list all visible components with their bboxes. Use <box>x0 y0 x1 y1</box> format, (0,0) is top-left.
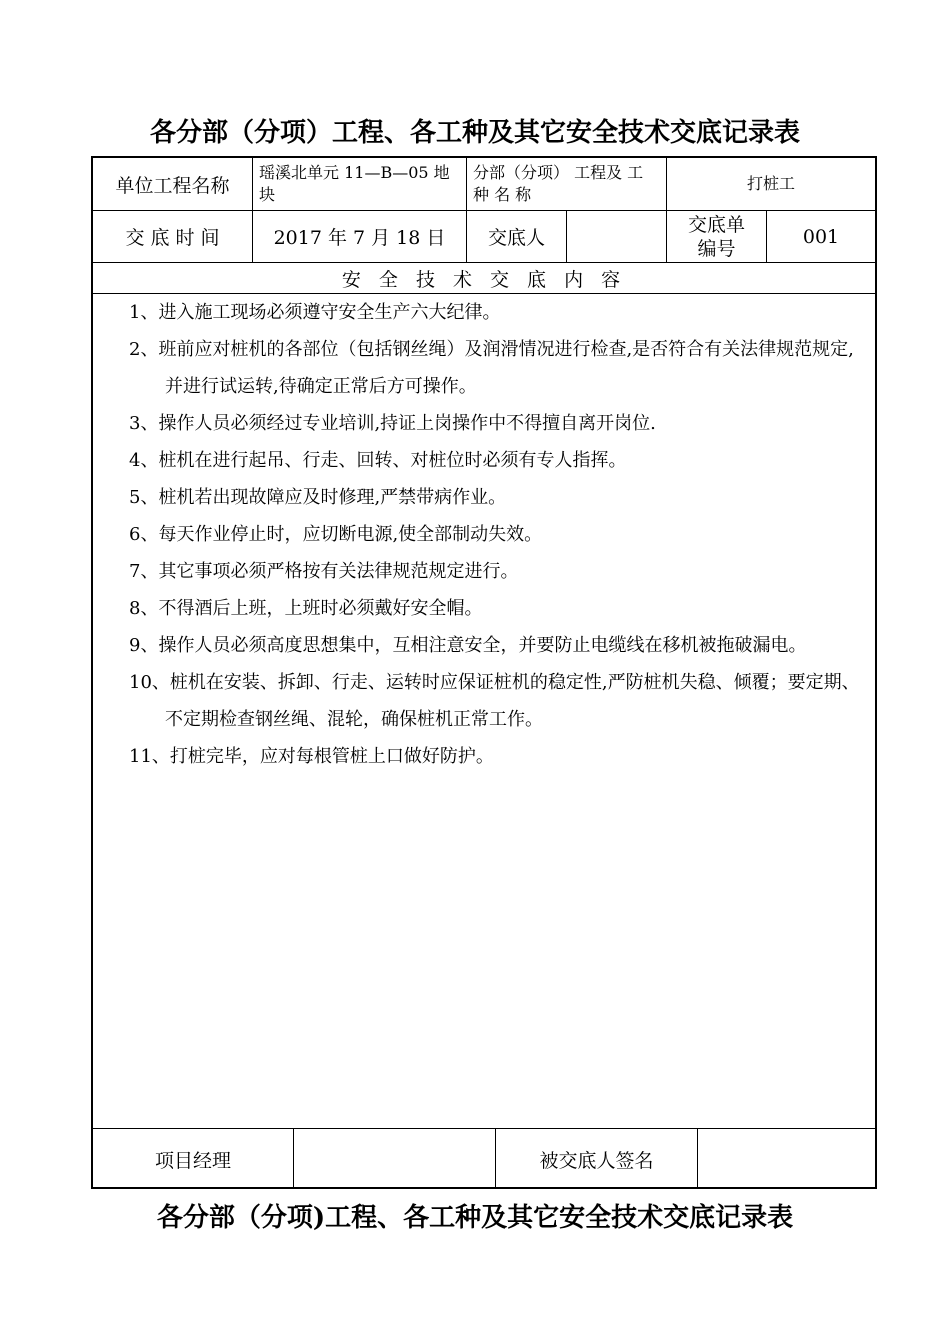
form-number-label: 交底单编号 <box>687 213 745 260</box>
list-item: 8、不得酒后上班，上班时必须戴好安全帽。 <box>129 598 483 619</box>
list-item: 4、桩机在进行起吊、行走、回转、对桩位时必须有专人指挥。 <box>129 450 627 471</box>
handover-person-label: 交底人 <box>487 227 545 249</box>
list-item: 9、操作人员必须高度思想集中，互相注意安全，并要防止电缆线在移机被拖破漏电。 <box>129 635 807 656</box>
receiver-signature-label: 被交底人签名 <box>539 1149 654 1172</box>
safety-content <box>93 294 875 775</box>
receiver-signature <box>698 1129 875 1189</box>
list-item: 10、桩机在安装、拆卸、行走、运转时应保证桩机的稳定性,严防桩机失稳、倾覆；要定期、不定期检查钢丝绳、混轮，确保桩机正常工作。 <box>129 672 860 730</box>
list-item: 5、桩机若出现故障应及时修理,严禁带病作业。 <box>129 487 507 508</box>
project-manager-signature <box>294 1129 495 1189</box>
subproject-value: 打桩工 <box>746 174 795 193</box>
handover-person-value <box>567 211 666 262</box>
unit-name-value: 瑶溪北单元 11—B—05 地块 <box>259 163 450 204</box>
form-number-value: 001 <box>802 225 840 248</box>
list-item: 11、打桩完毕，应对每根管桩上口做好防护。 <box>129 746 494 767</box>
list-item: 6、每天作业停止时，应切断电源,使全部制动失效。 <box>129 524 543 545</box>
project-manager-label: 项目经理 <box>154 1149 231 1172</box>
unit-name-label: 单位工程名称 <box>115 174 230 197</box>
section-title: 安 全 技 术 交 底 内 容 <box>341 268 627 291</box>
record-table <box>91 156 877 1189</box>
handover-time-label: 交 底 时 间 <box>125 227 220 249</box>
document-title-bottom: 各分部（分项)工程、各工种及其它安全技术交底记录表 <box>156 1203 794 1233</box>
list-item: 1、进入施工现场必须遵守安全生产六大纪律。 <box>129 302 501 323</box>
list-item: 3、操作人员必须经过专业培训,持证上岗操作中不得擅自离开岗位. <box>129 413 656 434</box>
list-item: 2、班前应对桩机的各部位（包括钢丝绳）及润滑情况进行检查,是否符合有关法律规范规定,并进行试运转,待确定正常后方可操作。 <box>129 339 854 397</box>
document-title-top: 各分部（分项）工程、各工种及其它安全技术交底记录表 <box>149 118 800 148</box>
handover-time-value: 2017 年 7 月 18 日 <box>273 227 446 249</box>
subproject-label: 分部（分项） 工程及 工 种 名 称 <box>473 163 644 204</box>
list-item: 7、其它事项必须严格按有关法律规范规定进行。 <box>129 561 519 582</box>
